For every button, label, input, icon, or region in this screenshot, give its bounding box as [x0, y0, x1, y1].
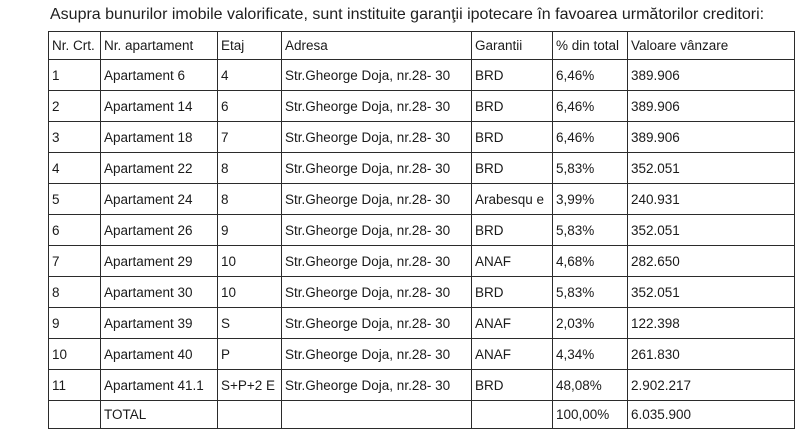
cell-procent: 48,08% — [553, 370, 628, 401]
cell-etaj: 4 — [218, 60, 282, 91]
cell-apartament: Apartament 40 — [101, 339, 218, 370]
cell-etaj: P — [218, 339, 282, 370]
cell-adresa: Str.Gheorge Doja, nr.28- 30 — [282, 277, 472, 308]
cell-procent: 6,46% — [553, 91, 628, 122]
cell-nr-crt: 2 — [49, 91, 101, 122]
cell-garantii: BRD — [472, 215, 553, 246]
guarantees-table — [48, 31, 795, 429]
cell-valoare: 389.906 — [628, 91, 795, 122]
cell-garantii: BRD — [472, 277, 553, 308]
cell-valoare: 282.650 — [628, 246, 795, 277]
total-cell-garantii — [472, 401, 553, 429]
cell-procent: 5,83% — [553, 277, 628, 308]
total-label: TOTAL — [101, 401, 218, 429]
cell-etaj: 8 — [218, 184, 282, 215]
cell-garantii: ANAF — [472, 308, 553, 339]
cell-valoare: 352.051 — [628, 277, 795, 308]
cell-adresa: Str.Gheorge Doja, nr.28- 30 — [282, 184, 472, 215]
header-garantii: Garantii — [472, 32, 553, 60]
cell-nr-crt: 7 — [49, 246, 101, 277]
cell-adresa: Str.Gheorge Doja, nr.28- 30 — [282, 91, 472, 122]
cell-etaj: 8 — [218, 153, 282, 184]
cell-valoare: 2.902.217 — [628, 370, 795, 401]
total-cell-nr-crt — [49, 401, 101, 429]
cell-etaj: S+P+2 E — [218, 370, 282, 401]
cell-etaj: 6 — [218, 91, 282, 122]
table-row — [49, 370, 795, 401]
cell-apartament: Apartament 6 — [101, 60, 218, 91]
cell-adresa: Str.Gheorge Doja, nr.28- 30 — [282, 122, 472, 153]
cell-adresa: Str.Gheorge Doja, nr.28- 30 — [282, 308, 472, 339]
cell-nr-crt: 9 — [49, 308, 101, 339]
cell-apartament: Apartament 26 — [101, 215, 218, 246]
cell-garantii: ANAF — [472, 246, 553, 277]
cell-garantii: BRD — [472, 153, 553, 184]
header-etaj: Etaj — [218, 32, 282, 60]
cell-apartament: Apartament 39 — [101, 308, 218, 339]
cell-procent: 5,83% — [553, 215, 628, 246]
cell-procent: 5,83% — [553, 153, 628, 184]
cell-nr-crt: 8 — [49, 277, 101, 308]
cell-garantii: ANAF — [472, 339, 553, 370]
cell-etaj: 7 — [218, 122, 282, 153]
cell-nr-crt: 4 — [49, 153, 101, 184]
cell-valoare: 261.830 — [628, 339, 795, 370]
table-row — [49, 153, 795, 184]
section-heading: Asupra bunurilor imobile valorificate, sunt instituite garanţii ipotecare în favoarea următorilor creditori: — [50, 6, 765, 23]
header-procent: % din total — [553, 32, 628, 60]
total-procent: 100,00% — [553, 401, 628, 429]
cell-adresa: Str.Gheorge Doja, nr.28- 30 — [282, 60, 472, 91]
cell-garantii: BRD — [472, 60, 553, 91]
total-cell-adresa — [282, 401, 472, 429]
table-row — [49, 215, 795, 246]
cell-adresa: Str.Gheorge Doja, nr.28- 30 — [282, 339, 472, 370]
cell-etaj: 10 — [218, 246, 282, 277]
cell-procent: 2,03% — [553, 308, 628, 339]
cell-nr-crt: 1 — [49, 60, 101, 91]
cell-adresa: Str.Gheorge Doja, nr.28- 30 — [282, 215, 472, 246]
table-row — [49, 122, 795, 153]
cell-procent: 4,68% — [553, 246, 628, 277]
total-valoare: 6.035.900 — [628, 401, 795, 429]
cell-apartament: Apartament 22 — [101, 153, 218, 184]
cell-adresa: Str.Gheorge Doja, nr.28- 30 — [282, 370, 472, 401]
cell-nr-crt: 3 — [49, 122, 101, 153]
header-adresa: Adresa — [282, 32, 472, 60]
header-valoare-vanzare: Valoare vânzare — [628, 32, 795, 60]
cell-valoare: 122.398 — [628, 308, 795, 339]
cell-procent: 3,99% — [553, 184, 628, 215]
cell-valoare: 352.051 — [628, 153, 795, 184]
table-row — [49, 184, 795, 215]
cell-procent: 4,34% — [553, 339, 628, 370]
table-row — [49, 339, 795, 370]
header-nr-crt: Nr. Crt. — [49, 32, 101, 60]
cell-valoare: 352.051 — [628, 215, 795, 246]
cell-adresa: Str.Gheorge Doja, nr.28- 30 — [282, 153, 472, 184]
cell-garantii: BRD — [472, 91, 553, 122]
cell-etaj: 10 — [218, 277, 282, 308]
table-row — [49, 277, 795, 308]
table-row — [49, 91, 795, 122]
cell-apartament: Apartament 18 — [101, 122, 218, 153]
cell-nr-crt: 6 — [49, 215, 101, 246]
cell-procent: 6,46% — [553, 60, 628, 91]
cell-valoare: 240.931 — [628, 184, 795, 215]
cell-valoare: 389.906 — [628, 122, 795, 153]
cell-etaj: 9 — [218, 215, 282, 246]
header-nr-apartament: Nr. apartament — [101, 32, 218, 60]
cell-garantii: BRD — [472, 370, 553, 401]
table-row — [49, 246, 795, 277]
table-row — [49, 60, 795, 91]
table-row — [49, 308, 795, 339]
cell-nr-crt: 10 — [49, 339, 101, 370]
cell-apartament: Apartament 24 — [101, 184, 218, 215]
total-cell-etaj — [218, 401, 282, 429]
cell-apartament: Apartament 14 — [101, 91, 218, 122]
cell-apartament: Apartament 30 — [101, 277, 218, 308]
cell-valoare: 389.906 — [628, 60, 795, 91]
cell-procent: 6,46% — [553, 122, 628, 153]
total-row — [49, 401, 795, 429]
cell-apartament: Apartament 41.1 — [101, 370, 218, 401]
cell-nr-crt: 11 — [49, 370, 101, 401]
table-header-row — [49, 32, 795, 60]
cell-garantii: Arabesqu e — [472, 184, 553, 215]
cell-apartament: Apartament 29 — [101, 246, 218, 277]
cell-adresa: Str.Gheorge Doja, nr.28- 30 — [282, 246, 472, 277]
cell-garantii: BRD — [472, 122, 553, 153]
cell-etaj: S — [218, 308, 282, 339]
cell-nr-crt: 5 — [49, 184, 101, 215]
